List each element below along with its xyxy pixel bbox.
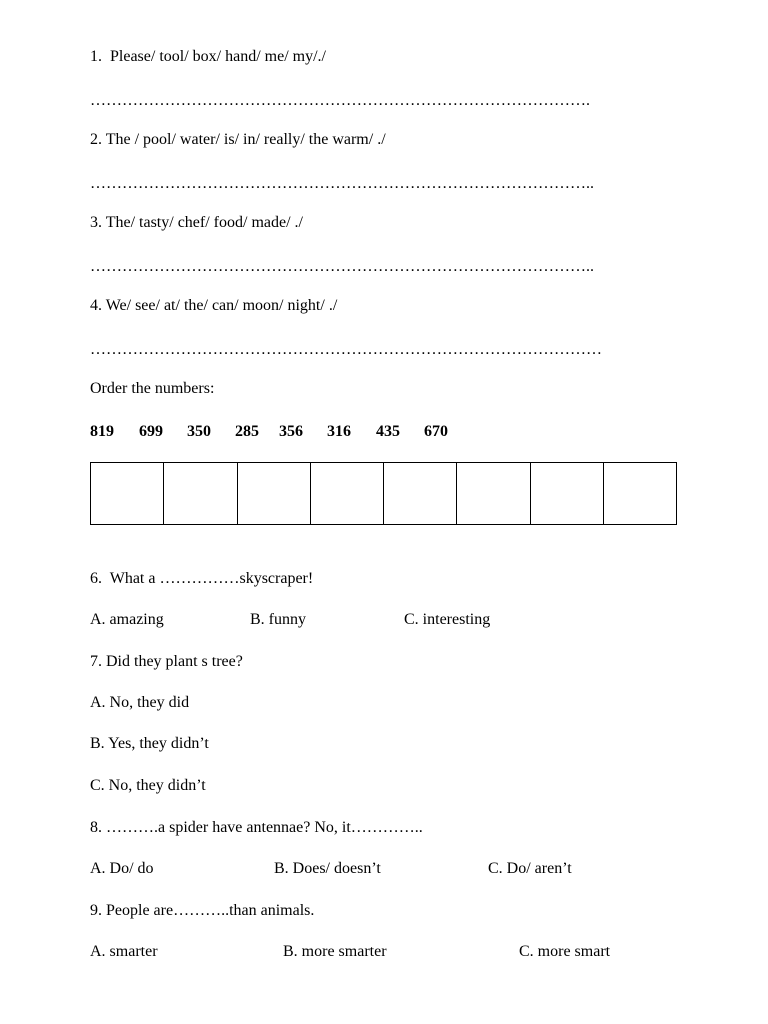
answer-box-6[interactable] (457, 463, 530, 525)
question-7-option-b[interactable]: B. Yes, they didn’t (90, 735, 209, 752)
question-2-prompt: 2. The / pool/ water/ is/ in/ really/ the warm/ ./ (90, 131, 386, 148)
answer-box-8[interactable] (603, 463, 676, 525)
question-8-option-a[interactable]: A. Do/ do (90, 860, 154, 877)
question-8-option-b[interactable]: B. Does/ doesn’t (274, 860, 381, 877)
question-3-prompt: 3. The/ tasty/ chef/ food/ made/ ./ (90, 214, 303, 231)
question-8-option-c[interactable]: C. Do/ aren’t (488, 860, 572, 877)
question-9-option-c[interactable]: C. more smart (519, 943, 611, 960)
answer-box-4[interactable] (310, 463, 383, 525)
question-1-prompt: 1. Please/ tool/ box/ hand/ me/ my/./ (90, 48, 326, 65)
number-item: 316 (327, 423, 351, 440)
answer-box-2[interactable] (164, 463, 237, 525)
question-9-option-a[interactable]: A. smarter (90, 943, 158, 960)
number-item: 699 (139, 423, 163, 440)
answer-box-3[interactable] (237, 463, 310, 525)
question-6-option-b[interactable]: B. funny (250, 611, 306, 628)
question-4-answer-line[interactable]: …………………………………………………………………………………… (90, 341, 602, 358)
order-numbers-instruction: Order the numbers: (90, 380, 215, 397)
question-7-option-a[interactable]: A. No, they did (90, 694, 190, 711)
answer-box-5[interactable] (384, 463, 457, 525)
question-9-prompt: 9. People are………..than animals. (90, 902, 315, 919)
question-6-option-a[interactable]: A. amazing (90, 611, 164, 628)
question-3-answer-line[interactable]: ………………………………………………………………………………….. (90, 258, 594, 275)
number-item: 670 (424, 423, 448, 440)
number-item: 356 (279, 423, 303, 440)
question-8-prompt: 8. ……….a spider have antennae? No, it………….. (90, 819, 423, 836)
answer-box-1[interactable] (91, 463, 164, 525)
question-7-option-c[interactable]: C. No, they didn’t (90, 777, 206, 794)
number-order-answer-grid (90, 462, 677, 525)
number-item: 819 (90, 423, 114, 440)
number-item: 350 (187, 423, 211, 440)
question-4-prompt: 4. We/ see/ at/ the/ can/ moon/ night/ ./ (90, 297, 338, 314)
question-1-answer-line[interactable]: …………………………………………………………………………………. (90, 92, 590, 109)
number-item: 435 (376, 423, 400, 440)
number-item: 285 (235, 423, 259, 440)
question-2-answer-line[interactable]: ………………………………………………………………………………….. (90, 175, 594, 192)
question-7-prompt: 7. Did they plant s tree? (90, 653, 243, 670)
question-6-prompt: 6. What a ……………skyscraper! (90, 570, 314, 587)
question-6-option-c[interactable]: C. interesting (404, 611, 491, 628)
answer-box-7[interactable] (530, 463, 603, 525)
question-9-option-b[interactable]: B. more smarter (283, 943, 387, 960)
